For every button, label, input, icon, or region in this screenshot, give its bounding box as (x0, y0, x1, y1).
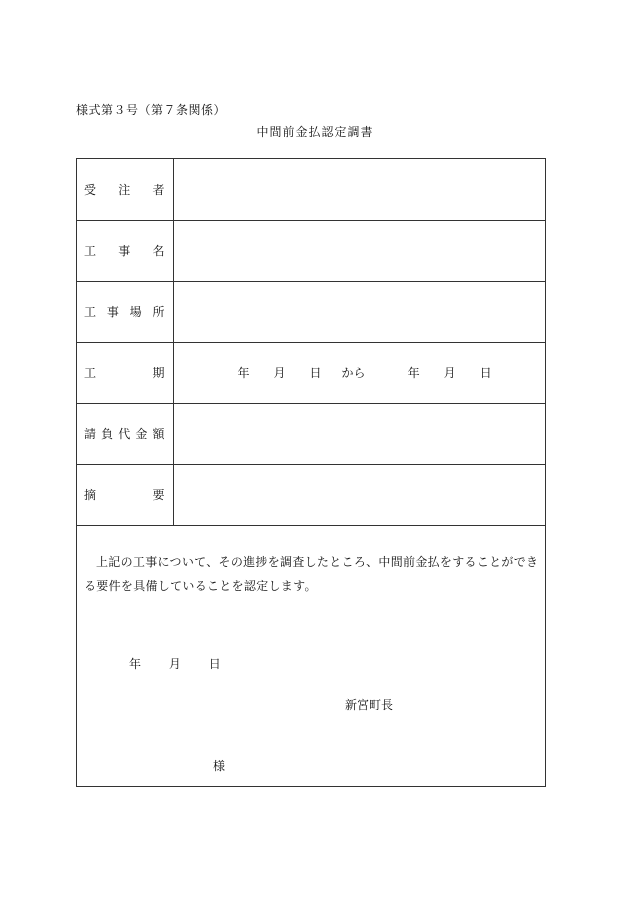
field-row-project-name (77, 220, 545, 281)
label-char: 工 (84, 366, 97, 380)
label-construction-period (77, 342, 173, 403)
label-char: 所 (152, 305, 165, 319)
period-end-day: 日 (479, 366, 492, 380)
recipient-honorific: 様 (213, 759, 226, 773)
period-start-year: 年 (237, 366, 250, 380)
value-contractor[interactable] (173, 159, 545, 220)
label-char: 者 (152, 182, 165, 197)
field-row-remarks (77, 464, 545, 525)
label-char: 摘 (84, 488, 97, 502)
form-number: 様式第３号（第７条関係） (76, 103, 227, 117)
document-title: 中間前金払認定調書 (256, 125, 374, 139)
label-char: 額 (152, 427, 165, 441)
field-row-contractor (77, 159, 545, 220)
issuer-mayor: 新宮町長 (345, 698, 394, 712)
label-char: 受 (84, 182, 97, 197)
field-row-construction-period (77, 342, 545, 403)
label-remarks (77, 464, 173, 525)
date-month: 月 (168, 657, 181, 671)
label-project-location (77, 281, 173, 342)
date-year: 年 (129, 657, 142, 671)
period-end-month: 月 (443, 366, 456, 380)
label-char: 場 (129, 305, 142, 319)
label-char: 要 (152, 488, 165, 502)
label-char: 代 (118, 427, 131, 441)
label-char: 名 (152, 244, 165, 258)
label-char: 負 (101, 427, 114, 441)
certification-form (76, 158, 546, 787)
label-char: 工 (84, 244, 97, 258)
label-char: 工 (84, 305, 97, 319)
label-contractor (77, 159, 173, 220)
period-end-year: 年 (407, 366, 420, 380)
label-project-name (77, 220, 173, 281)
value-remarks[interactable] (173, 464, 545, 525)
label-char: 事 (118, 244, 131, 258)
label-char: 注 (118, 182, 131, 197)
value-project-name[interactable] (173, 220, 545, 281)
fields-table (77, 159, 545, 526)
period-start-day: 日 (309, 366, 322, 380)
value-contract-amount[interactable] (173, 403, 545, 464)
period-from: から (341, 366, 366, 380)
field-row-contract-amount (77, 403, 545, 464)
certification-date (129, 655, 245, 672)
label-contract-amount (77, 403, 173, 464)
date-day: 日 (208, 657, 221, 671)
certification-statement: 上記の工事について、その進捗を調査したところ、中間前金払をすることができる要件を具備していることを認定します。 (84, 555, 539, 593)
label-char: 事 (106, 305, 119, 319)
value-project-location[interactable] (173, 281, 545, 342)
label-char: 金 (135, 427, 148, 441)
period-start-month: 月 (273, 366, 286, 380)
field-row-project-location (77, 281, 545, 342)
value-construction-period[interactable] (173, 342, 545, 403)
label-char: 期 (152, 366, 165, 380)
label-char: 請 (84, 427, 97, 441)
